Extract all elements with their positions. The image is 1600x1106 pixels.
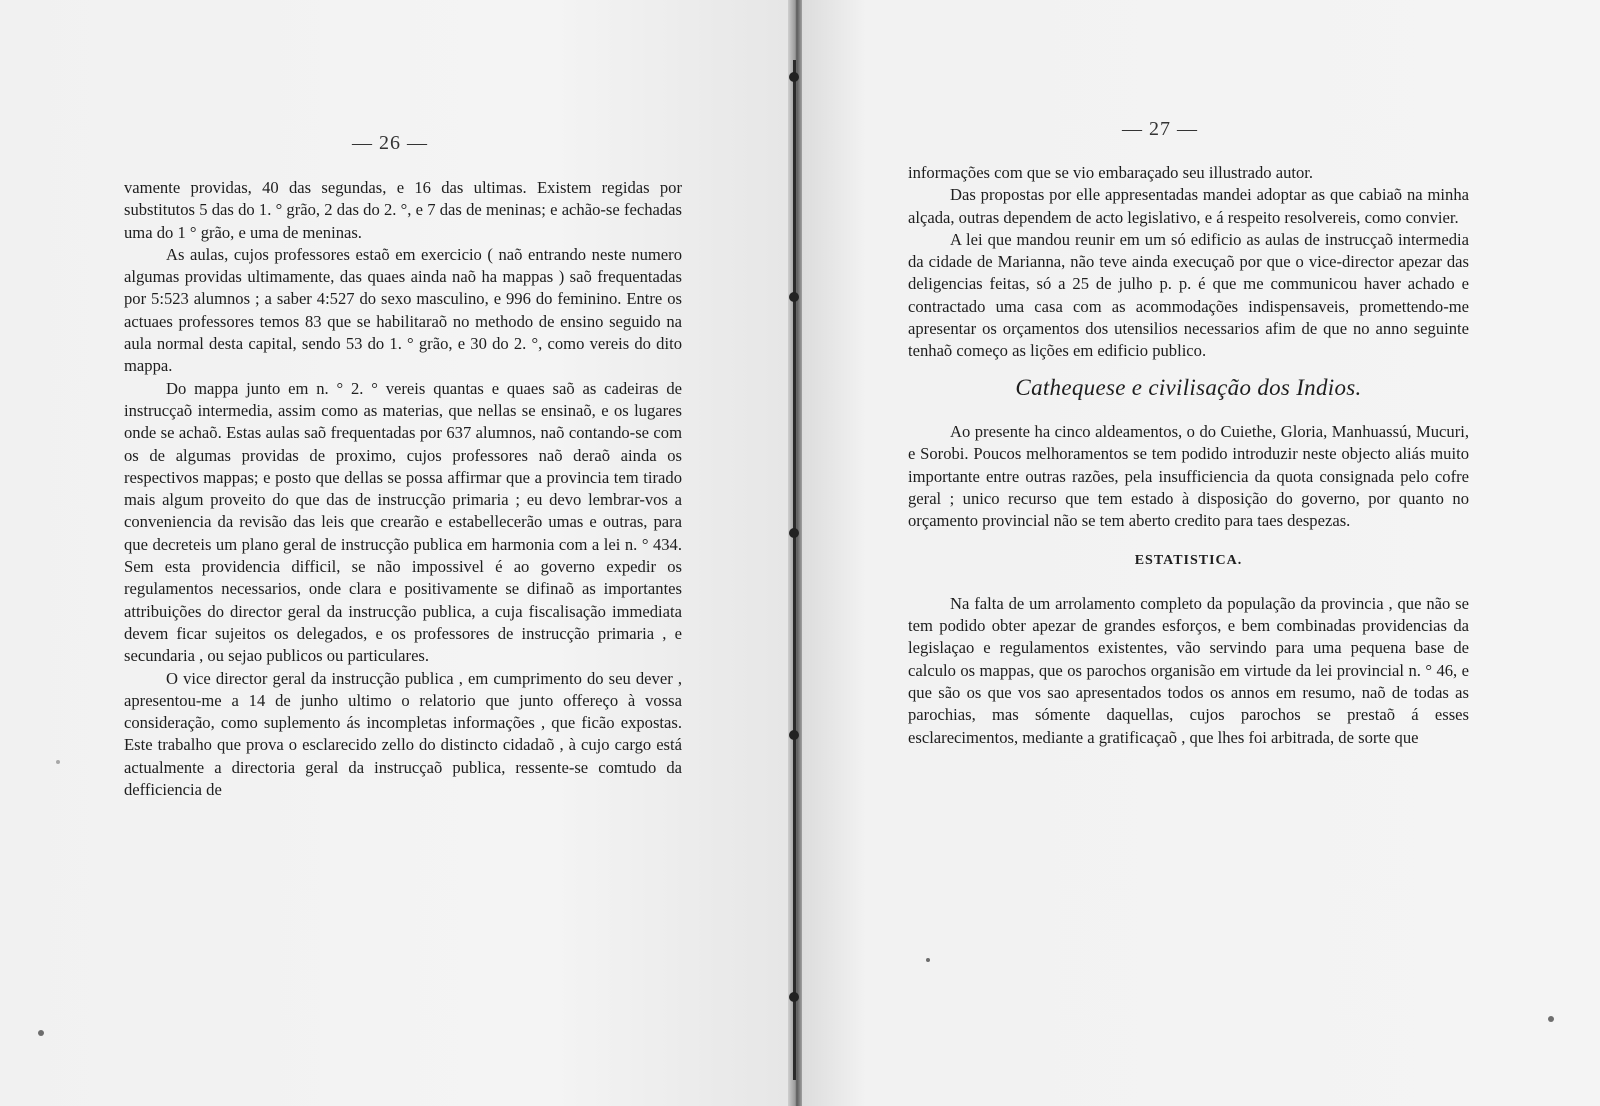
ink-speck (56, 760, 60, 764)
binding-stitch (789, 730, 799, 740)
paragraph: A lei que mandou reunir em um só edificio as aulas de instrucçaõ intermedia da cidade de Marianna, não teve ainda execuçaõ por que o vice-director apezar das deligencias feitas, só a 25 de julho p. p. é que me communicou haver achado e contractado uma casa com as acommodações indispensaveis, promettendo-me apresentar os orçamentos dos utensilios necessarios afim de que no anno seguinte tenhaõ começo as lições em edificio publico. (908, 229, 1469, 361)
paragraph: Do mappa junto em n. ° 2. ° vereis quantas e quaes saõ as cadeiras de instrucçaõ intermedia, assim como as materias, que nellas se ensinaõ, e os lugares onde se achaõ. Estas aulas saõ frequentadas por 637 alumnos, naõ contando-se com os de algumas providas de proximo, cujos professores naõ deraõ ainda os respectivos mappas; e posto que dellas se possa affirmar que a provincia tem tirado mais algum proveito do que das de instrucção primaria ; eu devo lembrar-vos a conveniencia da revisão das leis que crearão e estabellecerão umas e outras, para que decreteis um plano geral de instrucção publica em harmonia com a lei n. ° 434. Sem esta providencia difficil, se não impossivel é ao governo expedir os regulamentos necessarios, onde clara e positivamente se difinaõ as importantes attribuições do director geral da instrucção publica, a cuja fiscalisação immediata devem ficar sujeitos os delegados, e os professores de instrucção primaria , e secundaria , ou sejao publicos ou particulares. (124, 378, 682, 666)
left-page (0, 0, 790, 1106)
ink-speck (38, 1030, 44, 1036)
binding-stitch (789, 528, 799, 538)
right-page-text (908, 162, 1469, 749)
left-page-text (124, 177, 682, 801)
paragraph: As aulas, cujos professores estaõ em exercicio ( naõ entrando neste numero algumas providas ultimamente, das quaes ainda naõ ha mappas ) saõ frequentadas por 5:523 alumnos ; a saber 4:527 do sexo masculino, e 996 do feminino. Entre os actuaes professores temos 83 que se habilitaraõ no methodo de ensino seguido na aula normal desta capital, sendo 53 do 1. ° grão, e 30 do 2. °, como vereis do dito mappa. (124, 244, 682, 376)
paragraph: O vice director geral da instrucção publica , em cumprimento do seu dever , apresentou-me a 14 de junho ultimo o relatorio que junto offereço à vossa consideração, como suplemento ás incompletas informações , que ficão expostas. Este trabalho que prova o esclarecido zello do distincto cidadaõ , à cujo cargo está actualmente a directoria geral da instrucçaõ publica, ressente-se comtudo da defficiencia de (124, 668, 682, 800)
binding-stitch (789, 992, 799, 1002)
paragraph: vamente providas, 40 das segundas, e 16 das ultimas. Existem regidas por substitutos 5 das do 1. ° grão, 2 das do 2. °, e 7 das de meninas; e achão-se fechadas uma do 1 ° grão, e uma de meninas. (124, 178, 682, 242)
paragraph: Das propostas por elle appresentadas mandei adoptar as que cabiaõ na minha alçada, outras dependem de acto legislativo, e á respeito resolvereis, como convier. (908, 185, 1469, 227)
section-heading-indians: Cathequese e civilisação dos Indios. (1015, 374, 1362, 400)
binding-stitch (789, 292, 799, 302)
section-heading-statistics: ESTATISTICA. (1134, 553, 1243, 569)
spine-binding (793, 60, 796, 1080)
paragraph: Na falta de um arrolamento completo da população da provincia , que não se tem podido obter apezar de grandes esforços, e bem combinadas providencias da legislaçao e regulamentos existentes, vão servindo para uma pequena base de calculo os mappas, que os parochos organisão em virtude da lei provincial n. ° 46, e que são os que vos sao apresentados todos os annos em resumo, naõ de todas as parochias, mas sómente daquellas, cujos parochos se prestaõ á esses esclarecimentos, mediante a gratificaçaõ , que lhes foi arbitrada, de sorte que (908, 593, 1469, 747)
ink-speck (1548, 1016, 1554, 1022)
ink-speck (926, 958, 930, 962)
page-number-left: — 26 — (352, 132, 428, 154)
paragraph: Ao presente ha cinco aldeamentos, o do Cuiethe, Gloria, Manhuassú, Mucuri, e Sorobi. Poucos melhoramentos se tem podido introduzir neste objecto aliás muito importante entre outras razões, pela insufficiencia da quota consignada pelo cofre geral ; unico recurso que tem estado à disposição do governo, por quanto no orçamento provincial não se tem aberto credito para taes despezas. (908, 421, 1469, 531)
binding-stitch (789, 72, 799, 82)
page-number-right: — 27 — (1122, 118, 1198, 140)
paragraph: informações com que se vio embaraçado seu illustrado autor. (908, 163, 1314, 182)
